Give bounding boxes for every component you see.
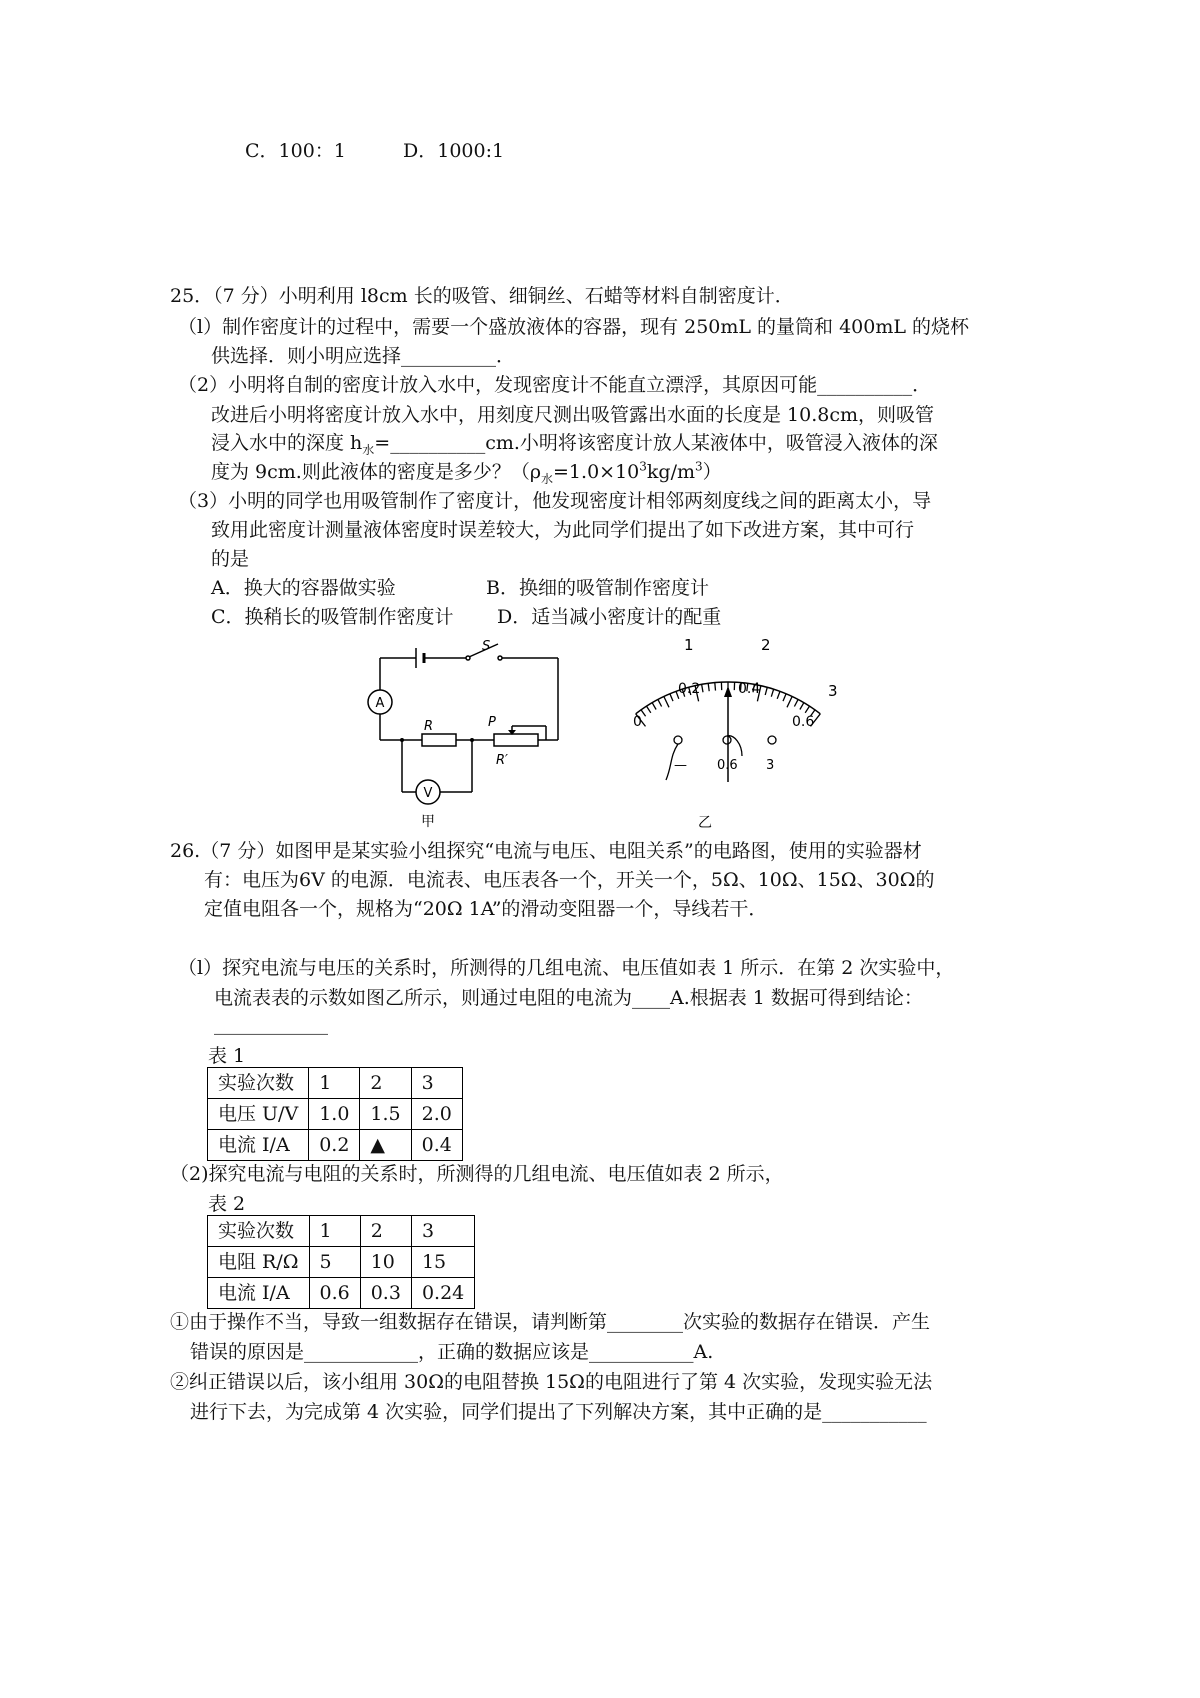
ammeter-dial: [610, 632, 860, 832]
table-cell: 0.24: [411, 1278, 474, 1309]
table-2: [207, 1215, 475, 1309]
q25-option-c: C．换稍长的吸管制作密度计: [211, 606, 454, 628]
table-cell: 1: [309, 1068, 360, 1099]
scale-tick: [777, 691, 780, 699]
scale-tick: [702, 684, 703, 692]
q26-s1-line1: ①由于操作不当，导致一组数据存在错误，请判断第________次实验的数据存在错误．产生: [170, 1311, 931, 1333]
table-cell: 15: [411, 1247, 474, 1278]
terminal-3: [768, 736, 776, 744]
q25-title: 25．（7 分）小明利用 l8cm 长的吸管、细铜丝、石蜡等材料自制密度计．: [170, 285, 794, 307]
upper-scale-2: 2: [761, 636, 771, 654]
circuit-diagram: [360, 630, 580, 830]
scale-tick: [647, 706, 651, 713]
rheostat-label: R′: [496, 753, 508, 768]
q26-s2-line2: 进行下去，为完成第 4 次实验，同学们提出了下列解决方案，其中正确的是___________: [190, 1401, 927, 1423]
q26-p1-line1: （l）探究电流与电压的关系时，所测得的几组电流、电压值如表 1 所示．在第 2 次实验中，: [178, 957, 955, 979]
table-row: [208, 1247, 475, 1278]
scale-tick: [670, 694, 673, 701]
switch-label: S: [482, 639, 491, 654]
table-cell: 电流 I/A: [208, 1278, 310, 1309]
scale-tick: [664, 696, 669, 707]
table1-caption: 表 1: [208, 1045, 246, 1067]
terminal-negative: [674, 736, 682, 744]
terminal-negative-label: —: [674, 758, 687, 773]
table-cell: 0.3: [360, 1278, 411, 1309]
q26-s2-line1: ②纠正错误以后，该小组用 30Ω的电阻替换 15Ω的电阻进行了第 4 次实验，发现实验无法: [170, 1371, 933, 1393]
slider-label: P: [488, 715, 496, 730]
scale-tick: [652, 703, 656, 710]
q25-p2-line4: 度为 9cm.则此液体的密度是多少？$(\rho_水=1.0\times 10^3kg/m^3)$: [211, 459, 722, 486]
q25-option-b: B．换细的吸管制作密度计: [486, 577, 709, 599]
table-1: [207, 1067, 463, 1161]
rheostat: [494, 734, 538, 746]
q25-p3-line2: 致用此密度计测量液体密度时误差较大，为此同学们提出了如下改进方案，其中可行: [211, 519, 915, 541]
scale-tick: [787, 696, 792, 707]
table-row: [208, 1278, 475, 1309]
table-row: [208, 1130, 463, 1161]
table-cell: 10: [360, 1247, 411, 1278]
table-cell: 电压 U/V: [208, 1099, 309, 1130]
q25-p2-line3: 浸入水中的深度 $h_水=\_\_\_\_\_\_\_\_\_\_cm$.小明将该密度计放人某液体中，吸管浸入液体的深: [211, 432, 938, 457]
scale-tick: [765, 687, 767, 695]
q25-p3-line3: 的是: [211, 548, 250, 570]
q25-p2-line1: （2）小明将自制的密度计放入水中，发现密度计不能直立漂浮，其原因可能__________．: [178, 374, 932, 396]
q26-s1-line2: 错误的原因是____________，正确的数据应该是___________A.: [190, 1341, 714, 1363]
table-cell: 2: [360, 1068, 411, 1099]
q26-p1-line2: 电流表表的示数如图乙所示，则通过电阻的电流为____A.根据表 1 数据可得到结论：: [214, 987, 923, 1009]
table-cell: 实验次数: [208, 1216, 310, 1247]
table-cell: 5: [309, 1247, 360, 1278]
caption-yi: 乙: [698, 815, 712, 831]
scale-tick: [771, 689, 773, 697]
table-row: [208, 1068, 463, 1099]
terminal-0-6: [723, 736, 731, 744]
upper-scale-3: 3: [828, 682, 838, 700]
scale-tick: [658, 699, 662, 706]
table-cell: 2.0: [411, 1099, 462, 1130]
table-cell: 1.5: [360, 1099, 411, 1130]
q25-option-d: D．适当减小密度计的配重: [497, 606, 722, 628]
caption-jia: 甲: [421, 814, 435, 830]
q26-title-line2: 有：电压为6V 的电源．电流表、电压表各一个，开关一个，5Ω、10Ω、15Ω、30Ω的: [204, 869, 935, 891]
table-cell: 0.4: [411, 1130, 462, 1161]
scale-tick: [715, 683, 716, 691]
scale-tick: [800, 703, 804, 710]
scale-tick: [794, 699, 798, 706]
table-cell: ▲: [360, 1130, 411, 1161]
lower-scale-0-4: 0.4: [738, 681, 761, 697]
table-cell: 3: [411, 1216, 474, 1247]
table-cell: 1.0: [309, 1099, 360, 1130]
table-row: [208, 1099, 463, 1130]
resistor-r: [422, 734, 456, 746]
upper-scale-1: 1: [684, 636, 694, 654]
table-cell: 0.2: [309, 1130, 360, 1161]
terminal-3-label: 3: [766, 758, 775, 773]
lower-scale-0: 0: [633, 714, 642, 730]
table-cell: 1: [309, 1216, 360, 1247]
q26-title-line1: 26.（7 分）如图甲是某实验小组探究“电流与电压、电阻关系”的电路图，使用的实验器材: [170, 840, 922, 862]
table-cell: 3: [411, 1068, 462, 1099]
lower-scale-0-2: 0.2: [678, 681, 701, 697]
q26-p1-line3: ____________: [214, 1013, 328, 1035]
table-cell: 0.6: [309, 1278, 360, 1309]
wire-0-6: [727, 736, 742, 756]
voltmeter-label: V: [423, 786, 433, 801]
q25-p2-line2: 改进后小明将密度计放入水中，用刻度尺测出吸管露出水面的长度是 10.8cm，则吸管: [211, 404, 935, 426]
table-cell: 电流 I/A: [208, 1130, 309, 1161]
scale-tick: [805, 706, 809, 713]
ammeter-label: A: [375, 696, 385, 711]
option-d: D．1000:1: [403, 140, 505, 162]
table-cell: 电阻 R/Ω: [208, 1247, 310, 1278]
terminal-0-6-label: 0.6: [717, 758, 738, 773]
table-cell: 2: [360, 1216, 411, 1247]
q25-option-a: A．换大的容器做实验: [211, 577, 396, 599]
scale-tick: [783, 694, 786, 701]
table-row: [208, 1216, 475, 1247]
resistor-label: R: [424, 719, 434, 734]
q25-p1-line1: （l）制作密度计的过程中，需要一个盛放液体的容器，现有 250mL 的量筒和 400mL 的烧杯: [178, 316, 970, 338]
q26-p2-line1: （2)探究电流与电阻的关系时，所测得的几组电流、电压值如表 2 所示，: [170, 1163, 784, 1185]
lower-scale-0-6: 0.6: [792, 714, 815, 730]
option-c: C．100：1: [245, 140, 346, 162]
q26-title-line3: 定值电阻各一个，规格为“20Ω 1A”的滑动变阻器一个，导线若干．: [204, 898, 768, 920]
meter-needle-head: [724, 686, 732, 697]
table-cell: 实验次数: [208, 1068, 309, 1099]
q25-p3-line1: （3）小明的同学也用吸管制作了密度计，他发现密度计相邻两刻度线之间的距离太小，导: [178, 490, 932, 512]
scale-tick: [708, 683, 709, 691]
table2-caption: 表 2: [208, 1193, 246, 1215]
q25-p1-line2: 供选择．则小明应选择__________．: [211, 345, 516, 367]
